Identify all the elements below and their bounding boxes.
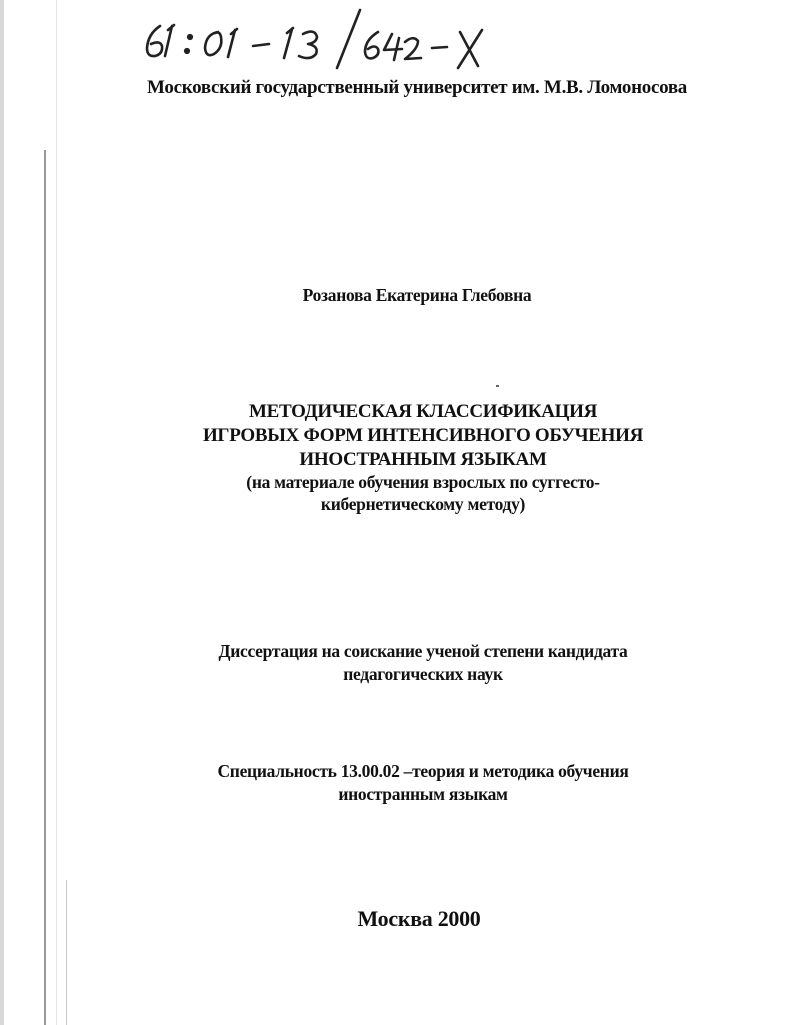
author-name: Розанова Екатерина Глебовна	[302, 285, 532, 305]
handwritten-archive-number	[120, 4, 510, 74]
university-name: Московский государственный университет им. М.В. Ломоносова	[147, 77, 687, 98]
subtitle-line-2: кибернетическому методу)	[320, 494, 526, 514]
handwriting-drawing	[120, 4, 510, 74]
dissertation-title	[26, 400, 794, 472]
specialty-line-2: иностранным языкам	[338, 784, 508, 804]
scan-speck	[496, 385, 499, 387]
subtitle-line-1: (на материале обучения взрослых по суггесто-	[246, 472, 600, 492]
title-line-1: МЕТОДИЧЕСКАЯ КЛАССИФИКАЦИЯ	[248, 401, 598, 422]
degree-statement	[26, 640, 794, 686]
title-line-3: ИНОСТРАННЫМ ЯЗЫКАМ	[299, 449, 547, 470]
dissertation-subtitle	[26, 471, 794, 515]
title-line-2: ИГРОВЫХ ФОРМ ИНТЕНСИВНОГО ОБУЧЕНИЯ	[202, 425, 644, 446]
specialty-statement	[26, 760, 794, 806]
scan-binding-mark	[66, 880, 67, 1025]
degree-line-2: педагогических наук	[343, 664, 503, 684]
city-year: Москва 2000	[357, 906, 481, 931]
degree-line-1: Диссертация на соискание ученой степени кандидата	[218, 641, 628, 661]
scan-binding-line	[44, 150, 46, 1025]
scan-left-edge	[0, 0, 4, 1025]
specialty-line-1: Специальность 13.00.02 –теория и методика обучения	[217, 761, 629, 781]
